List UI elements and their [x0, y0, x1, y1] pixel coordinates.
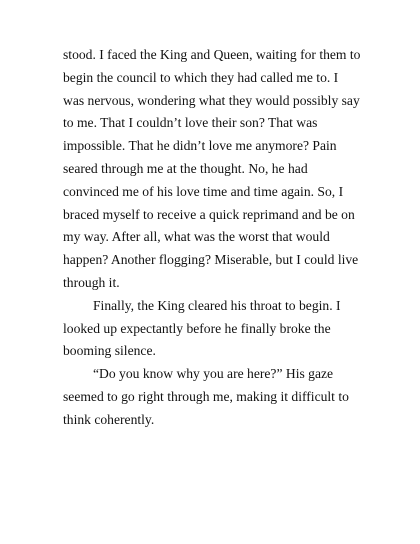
text-line: booming silence.	[63, 343, 156, 359]
paragraph-1	[63, 44, 363, 295]
text-line: through it.	[63, 274, 120, 290]
text-line: “Do you know why you are here?” His gaze	[93, 366, 334, 382]
text-line: begin the council to which they had called me to. I	[63, 69, 339, 85]
text-line: looked up expectantly before he finally broke the	[63, 320, 331, 336]
text-line: impossible. That he didn’t love me anymore? Pain	[63, 138, 337, 154]
text-line: happen? Another flogging? Miserable, but I could live	[63, 252, 359, 268]
paragraph-3	[63, 363, 363, 431]
text-line: think coherently.	[63, 411, 155, 427]
text-line: to me. That I couldn’t love their son? That was	[63, 115, 318, 131]
text-line: Finally, the King cleared his throat to begin. I	[93, 297, 341, 313]
text-line: my way. After all, what was the worst that would	[63, 229, 330, 245]
text-line: braced myself to receive a quick reprimand and be on	[63, 206, 355, 222]
text-line: seared through me at the thought. No, he had	[63, 160, 308, 176]
body-text	[63, 44, 363, 432]
paragraph-2	[63, 295, 363, 363]
text-line: stood. I faced the King and Queen, waiting for them to	[63, 47, 361, 62]
text-line: seemed to go right through me, making it difficult to	[63, 388, 349, 404]
text-line: convinced me of his love time and time again. So, I	[63, 183, 344, 199]
text-line: was nervous, wondering what they would possibly say	[63, 92, 360, 108]
